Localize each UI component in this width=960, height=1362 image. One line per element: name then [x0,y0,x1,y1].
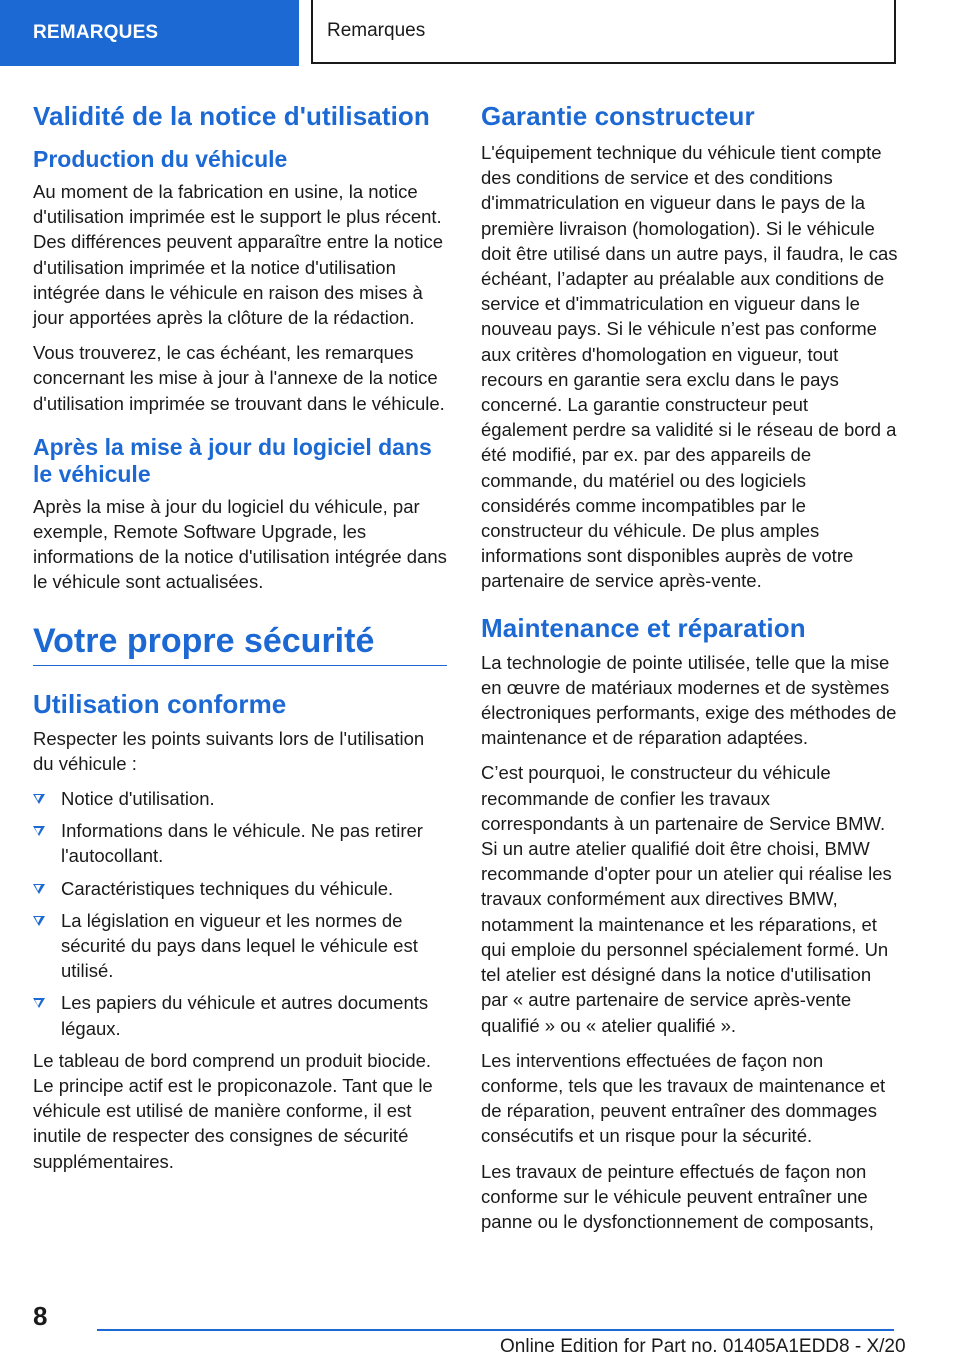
bullet-triangle-icon [33,794,45,804]
section-title: Remarques [311,0,896,64]
heading-maintenance: Maintenance et réparation [481,612,806,643]
paragraph-warranty: L'équipement technique du véhicule tient compte des conditions de service et des conditions d'immatriculation en vigueur dans le pays de la première livraison (homologation). Si le véhicule doit être utilisé dans un autre pays, il faudra, le cas échéant, l’adapter au préalable aux conditions de service et d'immatriculation en vigueur dans le nouveau pays. Si le véhicule n’est pas conforme aux critères d'homologation en vigueur, tout recours en garantie sera exclu dans le pays concerné. La garantie constructeur peut également perdre sa validité si le réseau de bord a été modifié, par ex. par des appareils de commande, du matériel ou des logiciels considérés comme incompatibles par le constructeur du véhicule. De plus amples informations sont disponibles auprès de votre partenaire de service après-vente. [481,142,898,592]
right-column [481,100,899,1244]
left-column [33,100,447,1184]
paragraph-maintenance-2: C’est pourquoi, le constructeur du véhicule recommande de confier les travaux correspondants à un partenaire de Service BMW. Si un autre atelier qualifié doit être choisi, BMW recommande d'opter pour un atelier qui réalise les travaux conformément aux directives BMW, notamment la maintenance et les réparations, et qui emploie du personnel spécialement formé. Un tel atelier est désigné dans la notice d'utilisation par « autre partenaire de service après-vente qualifié » ou « atelier qualifié ». [481,762,892,1036]
paragraph-biocide: Le tableau de bord comprend un produit biocide. Le principe actif est le propiconazole. Tant que le véhicule est utilisé de manière conforme, il est inutile de respecter des consignes de sécurité supplémentaires. [33,1049,433,1172]
paragraph-production-2: Vous trouverez, le cas échéant, les remarques concernant les mise à jour à l'annexe de la notice d'utilisation imprimée se trouvant dans le véhicule. [33,342,445,414]
list-item: Caractéristiques techniques du véhicule. [33,876,447,901]
paragraph-usage-intro: Respecter les points suivants lors de l'utilisation du véhicule : [33,727,425,774]
usage-bullet-list [33,786,447,1041]
paragraph-software-update: Après la mise à jour du logiciel du véhicule, par exemple, Remote Software Upgrade, les informations de la notice d'utilisation intégrée dans le véhicule sont actualisées. [33,495,447,593]
heading-software-update: Après la mise à jour du logiciel dans le véhicule [33,433,432,487]
list-item: Les papiers du véhicule et autres documents légaux. [33,990,447,1040]
heading-own-safety: Votre propre sécurité [33,621,447,666]
bullet-triangle-icon [33,998,45,1008]
bullet-triangle-icon [33,826,45,836]
page-number: 8 [33,1301,48,1331]
list-item: Notice d'utilisation. [33,786,447,811]
section-tab: REMARQUES [0,0,299,66]
paragraph-maintenance-1: La technologie de pointe utilisée, telle que la mise en œuvre de matériaux modernes et de systèmes électroniques performants, exige des méthodes de maintenance et de réparation adaptées. [481,651,897,749]
paragraph-production-1: Au moment de la fabrication en usine, la notice d'utilisation imprimée est le support le plus récent. Des différences peuvent apparaître entre la notice d'utilisation imprimée et la notice d'utilisation intégrée dans le véhicule en raison des mises à jour apportées après la clôture de la rédaction. [33,181,443,329]
list-item: La législation en vigueur et les normes de sécurité du pays dans lequel le véhicule est utilisé. [33,908,447,984]
heading-warranty: Garantie constructeur [481,101,755,131]
paragraph-maintenance-3: Les interventions effectuées de façon non conforme, tels que les travaux de maintenance et de réparation, peuvent entraîner des dommages consécutifs et un risque pour la sécurité. [481,1049,886,1147]
list-item: Informations dans le véhicule. Ne pas retirer l'autocollant. [33,818,447,868]
footer-divider [97,1329,894,1331]
bullet-triangle-icon [33,884,45,894]
edition-footer: Online Edition for Part no. 01405A1EDD8 - X/20 [500,1336,906,1357]
paragraph-maintenance-4: Les travaux de peinture effectués de façon non conforme sur le véhicule peuvent entraîner une panne ou le dysfonctionnement de composants, [481,1160,874,1232]
bullet-triangle-icon [33,916,45,926]
heading-production: Production du véhicule [33,146,288,172]
heading-proper-use: Utilisation conforme [33,688,287,719]
heading-validity: Validité de la notice d'utilisation [33,101,430,131]
